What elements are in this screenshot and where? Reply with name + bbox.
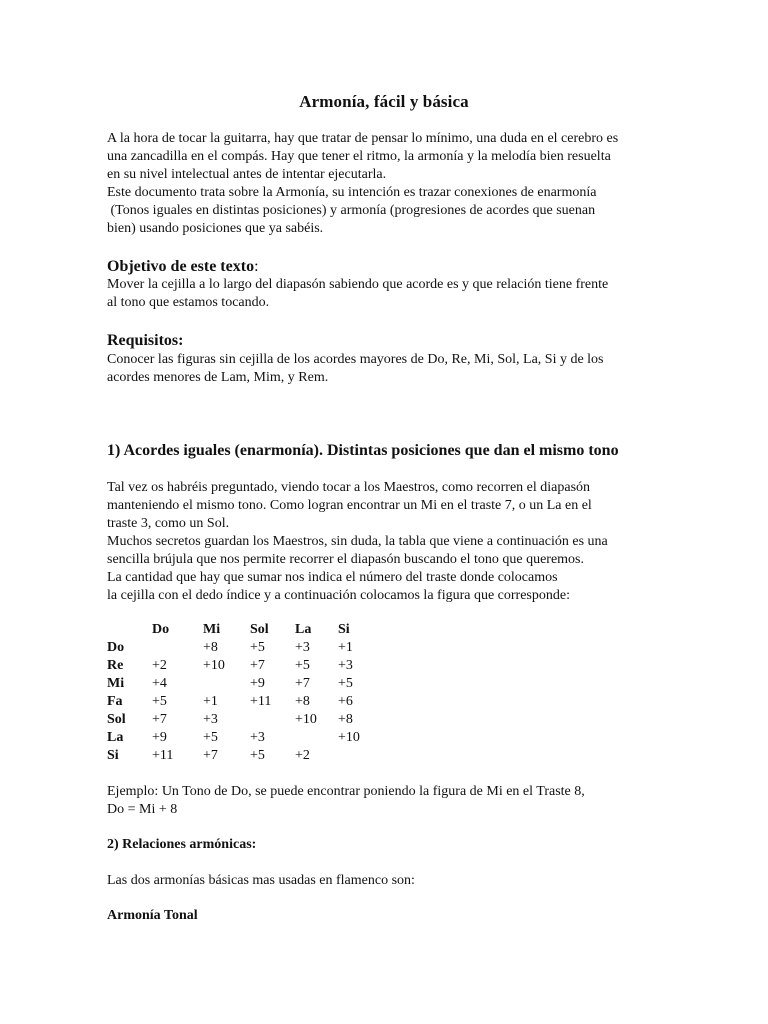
section1-line: sencilla brújula que nos permite recorrer el diapasón buscando el tono que queremos.: [107, 552, 585, 567]
table-col-header: Si: [338, 622, 350, 637]
table-cell: +5: [250, 640, 265, 655]
table-cell: +10: [338, 730, 360, 745]
section2-line: Las dos armonías básicas mas usadas en flamenco son:: [107, 873, 415, 888]
table-cell: +4: [152, 676, 167, 691]
table-row: [107, 747, 378, 765]
table-cell: +11: [250, 694, 272, 709]
table-cell: +1: [338, 640, 353, 655]
table-row-header: Mi: [107, 676, 125, 691]
table-col-header: Mi: [203, 622, 221, 637]
table-row-header: La: [107, 730, 124, 745]
table-cell: +7: [203, 748, 218, 763]
table-cell: +7: [295, 676, 310, 691]
table-row: [107, 729, 378, 747]
requisitos-line: Conocer las figuras sin cejilla de los acordes mayores de Do, Re, Mi, Sol, La, Si y de los: [107, 352, 604, 367]
table-cell: [203, 675, 250, 693]
intro-paragraph: [107, 130, 667, 238]
table-cell: +8: [203, 640, 218, 655]
intro-line: en su nivel intelectual antes de intentar ejecutarla.: [107, 167, 387, 182]
table-cell: +11: [152, 748, 174, 763]
section1-line: la cejilla con el dedo índice y a continuación colocamos la figura que corresponde:: [107, 588, 570, 603]
table-cell: +3: [295, 640, 310, 655]
table-cell: +10: [203, 658, 225, 673]
table-row-header: Re: [107, 658, 124, 673]
enarmonia-table: [107, 621, 378, 765]
table-cell: +3: [338, 658, 353, 673]
table-cell: +6: [338, 694, 353, 709]
table-row-header: Sol: [107, 712, 126, 727]
objetivo-heading: [107, 257, 259, 277]
section2-paragraph: [107, 872, 667, 890]
section1-line: La cantidad que hay que sumar nos indica el número del traste donde colocamos: [107, 570, 558, 585]
section1-line: Muchos secretos guardan los Maestros, sin duda, la tabla que viene a continuación es una: [107, 534, 608, 549]
requisitos-heading: Requisitos:: [107, 332, 184, 349]
objetivo-heading-colon: :: [254, 258, 259, 275]
objetivo-paragraph: [107, 276, 667, 312]
objetivo-heading-text: Objetivo de este texto: [107, 258, 255, 275]
table-cell: +2: [295, 748, 310, 763]
table-row-header: Fa: [107, 694, 123, 709]
table-row: [107, 639, 378, 657]
requisitos-paragraph: [107, 351, 667, 387]
table-row: [107, 693, 378, 711]
table-cell: +5: [338, 676, 353, 691]
intro-line: Este documento trata sobre la Armonía, su intención es trazar conexiones de enarmonía: [107, 185, 597, 200]
requisitos-line: acordes menores de Lam, Mim, y Rem.: [107, 370, 329, 385]
table-cell: +10: [295, 712, 317, 727]
table-row-header: Do: [107, 640, 125, 655]
objetivo-line: Mover la cejilla a lo largo del diapasón sabiendo que acorde es y que relación tiene frente: [107, 277, 609, 292]
section2-heading: 2) Relaciones armónicas:: [107, 837, 257, 852]
objetivo-line: al tono que estamos tocando.: [107, 295, 270, 310]
table-cell: +2: [152, 658, 167, 673]
table-cell: +1: [203, 694, 218, 709]
section1-line: traste 3, como un Sol.: [107, 516, 230, 531]
table-cell: +5: [295, 658, 310, 673]
intro-line: A la hora de tocar la guitarra, hay que tratar de pensar lo mínimo, una duda en el cerebro es: [107, 131, 619, 146]
section1-line: manteniendo el mismo tono. Como logran encontrar un Mi en el traste 7, o un La en el: [107, 498, 592, 513]
table-corner: [107, 621, 152, 639]
table-row-header: Si: [107, 748, 119, 763]
armonia-tonal-heading: Armonía Tonal: [107, 908, 198, 923]
table-cell: [152, 639, 203, 657]
section1-paragraph: [107, 479, 667, 605]
intro-line: (Tonos iguales en distintas posiciones) y armonía (progresiones de acordes que suenan: [107, 203, 596, 218]
table-cell: +8: [338, 712, 353, 727]
section1-heading: 1) Acordes iguales (enarmonía). Distintas posiciones que dan el mismo tono: [107, 442, 619, 459]
table-cell: +3: [250, 730, 265, 745]
table-cell: +3: [203, 712, 218, 727]
ejemplo-line: Do = Mi + 8: [107, 802, 178, 817]
table-row: [107, 675, 378, 693]
ejemplo-line: Ejemplo: Un Tono de Do, se puede encontrar poniendo la figura de Mi en el Traste 8,: [107, 784, 585, 799]
table-col-header: Sol: [250, 622, 269, 637]
table-cell: +7: [152, 712, 167, 727]
table-cell: +9: [250, 676, 265, 691]
table-col-header: Do: [152, 622, 170, 637]
table-row: [107, 711, 378, 729]
table-header-row: [107, 621, 378, 639]
document-title: Armonía, fácil y básica: [299, 92, 469, 111]
intro-line: una zancadilla en el compás. Hay que tener el ritmo, la armonía y la melodía bien resuelta: [107, 149, 611, 164]
table-cell: [250, 711, 295, 729]
ejemplo-paragraph: [107, 783, 667, 819]
table-col-header: La: [295, 622, 312, 637]
table-cell: +9: [152, 730, 167, 745]
table-row: [107, 657, 378, 675]
table-cell: [295, 729, 338, 747]
table-cell: +7: [250, 658, 265, 673]
table-cell: +8: [295, 694, 310, 709]
table-cell: +5: [250, 748, 265, 763]
table-cell: +5: [203, 730, 218, 745]
table-cell: [338, 747, 378, 765]
table-cell: +5: [152, 694, 167, 709]
section1-line: Tal vez os habréis preguntado, viendo tocar a los Maestros, como recorren el diapasón: [107, 480, 591, 495]
intro-line: bien) usando posiciones que ya sabéis.: [107, 221, 324, 236]
